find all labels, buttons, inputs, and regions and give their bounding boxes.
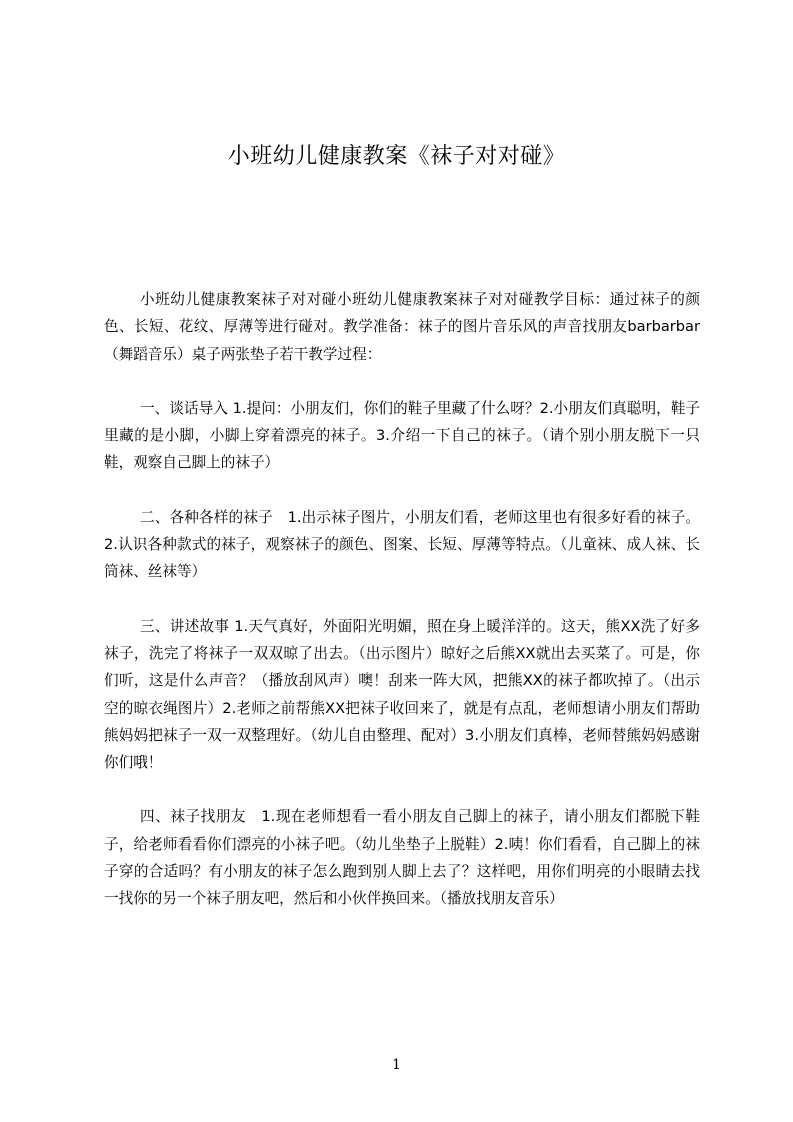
document-body	[104, 286, 700, 940]
paragraph-section-3: 三、讲述故事 1.天气真好，外面阳光明媚，照在身上暖洋洋的。这天，熊XX洗了好多袜子，洗完了将袜子一双双晾了出去。（出示图片）晾好之后熊XX就出去买菜了。可是，你们听，这是什么声音？（播放刮风声）噢！刮来一阵大风，把熊XX的袜子都吹掉了。（出示空的晾衣绳图片）2.老师之前帮熊XX把袜子收回来了，就是有点乱，老师想请小朋友们帮助熊妈妈把袜子一双一双整理好。（幼儿自由整理、配对）3.小朋友们真棒，老师替熊妈妈感谢你们哦！	[104, 617, 700, 772]
page-number: 1	[392, 1057, 401, 1073]
paragraph-section-4: 四、袜子找朋友 1.现在老师想看一看小朋友自己脚上的袜子，请小朋友们都脱下鞋子，给老师看看你们漂亮的小袜子吧。（幼儿坐垫子上脱鞋）2.咦！你们看看，自己脚上的袜子穿的合适吗？有小朋友的袜子怎么跑到别人脚上去了？这样吧，用你们明亮的小眼睛去找一找你的另一个袜子朋友吧，然后和小伙伴换回来。（播放找朋友音乐）	[104, 808, 700, 908]
paragraph-section-2: 二、各种各样的袜子 1.出示袜子图片，小朋友们看，老师这里也有很多好看的袜子。2.认识各种款式的袜子，观察袜子的颜色、图案、长短、厚薄等特点。（儿童袜、成人袜、长筒袜、丝袜等）	[104, 508, 700, 581]
paragraph-intro: 小班幼儿健康教案袜子对对碰小班幼儿健康教案袜子对对碰教学目标：通过袜子的颜色、长短、花纹、厚薄等进行碰对。教学准备：袜子的图片音乐风的声音找朋友barbarbar（舞蹈音乐）桌子两张垫子若干教学过程：	[104, 291, 700, 363]
paragraph-section-1: 一、谈话导入 1.提问：小朋友们，你们的鞋子里藏了什么呀？2.小朋友们真聪明，鞋子里藏的是小脚，小脚上穿着漂亮的袜子。3.介绍一下自己的袜子。（请个别小朋友脱下一只鞋，观察自己脚上的袜子）	[104, 399, 700, 472]
document-title: 小班幼儿健康教案《袜子对对碰》	[227, 144, 566, 169]
